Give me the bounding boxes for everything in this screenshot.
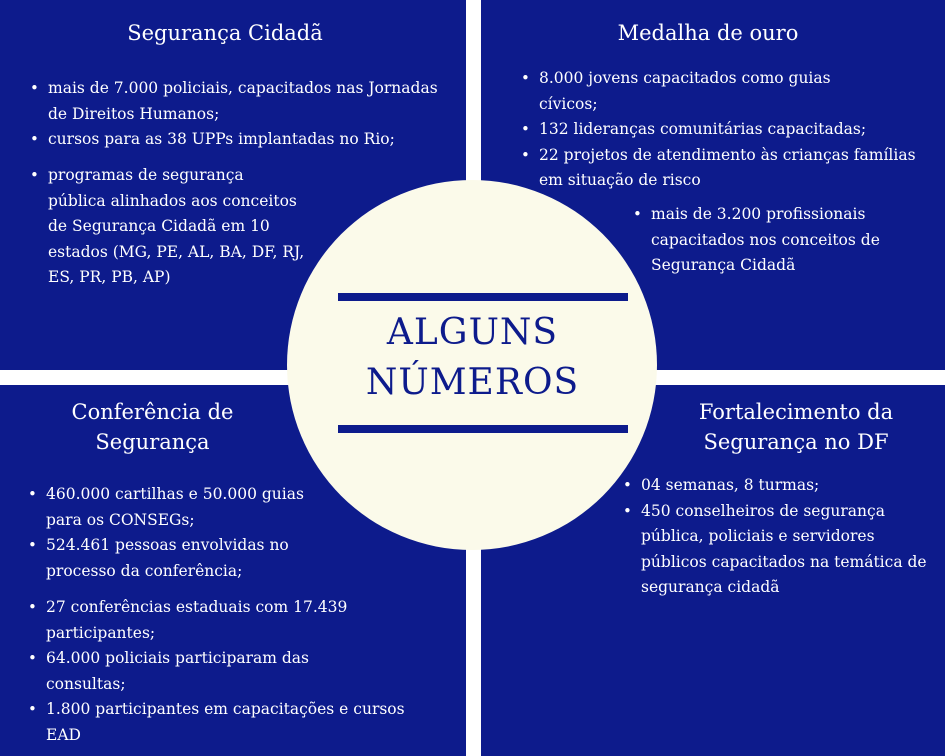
top-divider-bar xyxy=(338,293,628,301)
bottom-divider-bar xyxy=(338,425,628,433)
panel-title-line: Fortalecimento da xyxy=(698,400,894,424)
list-item: • cursos para as 38 UPPs implantadas no Rio; xyxy=(30,127,460,153)
bullet-list xyxy=(30,163,305,291)
list-item: • 132 lideranças comunitárias capacitadas; xyxy=(521,117,931,143)
list-item: • 64.000 policiais participaram das consultas; xyxy=(28,646,376,697)
list-item: • mais de 3.200 profissionais capacitados nos conceitos de Segurança Cidadã xyxy=(633,202,933,279)
panel-title xyxy=(646,397,945,457)
panel-title xyxy=(0,397,305,457)
panel-title-line: Conferência de xyxy=(71,400,234,424)
bullet-list xyxy=(28,595,408,748)
list-item: • 460.000 cartilhas e 50.000 guias para os CONSEGs; xyxy=(28,482,336,533)
panel-title-line: Segurança no DF xyxy=(703,430,889,454)
list-item: • 524.461 pessoas envolvidas no processo da conferência; xyxy=(28,533,336,584)
bullet-list xyxy=(30,76,460,153)
bullet-list xyxy=(633,202,933,279)
list-item: • mais de 7.000 policiais, capacitados nas Jornadas de Direitos Humanos; xyxy=(30,76,460,127)
bullet-list xyxy=(623,473,935,601)
panel-title: Medalha de ouro xyxy=(617,21,799,45)
list-item: • 1.800 participantes em capacitações e cursos EAD xyxy=(28,697,408,748)
bullet-list xyxy=(521,66,931,194)
panel-title-line: Segurança xyxy=(95,430,210,454)
list-item: • 27 conferências estaduais com 17.439 participantes; xyxy=(28,595,408,646)
panel-title: Segurança Cidadã xyxy=(127,21,323,45)
list-item: • 8.000 jovens capacitados como guias cívicos; xyxy=(521,66,879,117)
bullet-list xyxy=(28,482,348,584)
list-item: • programas de segurança pública alinhados aos conceitos de Segurança Cidadã em 10 estados (MG, PE, AL, BA, DF, RJ, ES, PR, PB, AP) xyxy=(30,163,305,291)
list-item: • 450 conselheiros de segurança pública, policiais e servidores públicos capacitados na temática de segurança cidadã xyxy=(623,499,935,601)
center-title-line: NÚMEROS xyxy=(365,362,580,403)
list-item: • 04 semanas, 8 turmas; xyxy=(623,473,935,499)
center-title xyxy=(330,308,615,408)
center-title-line: ALGUNS xyxy=(386,312,559,353)
list-item: • 22 projetos de atendimento às crianças famílias em situação de risco xyxy=(521,143,931,194)
